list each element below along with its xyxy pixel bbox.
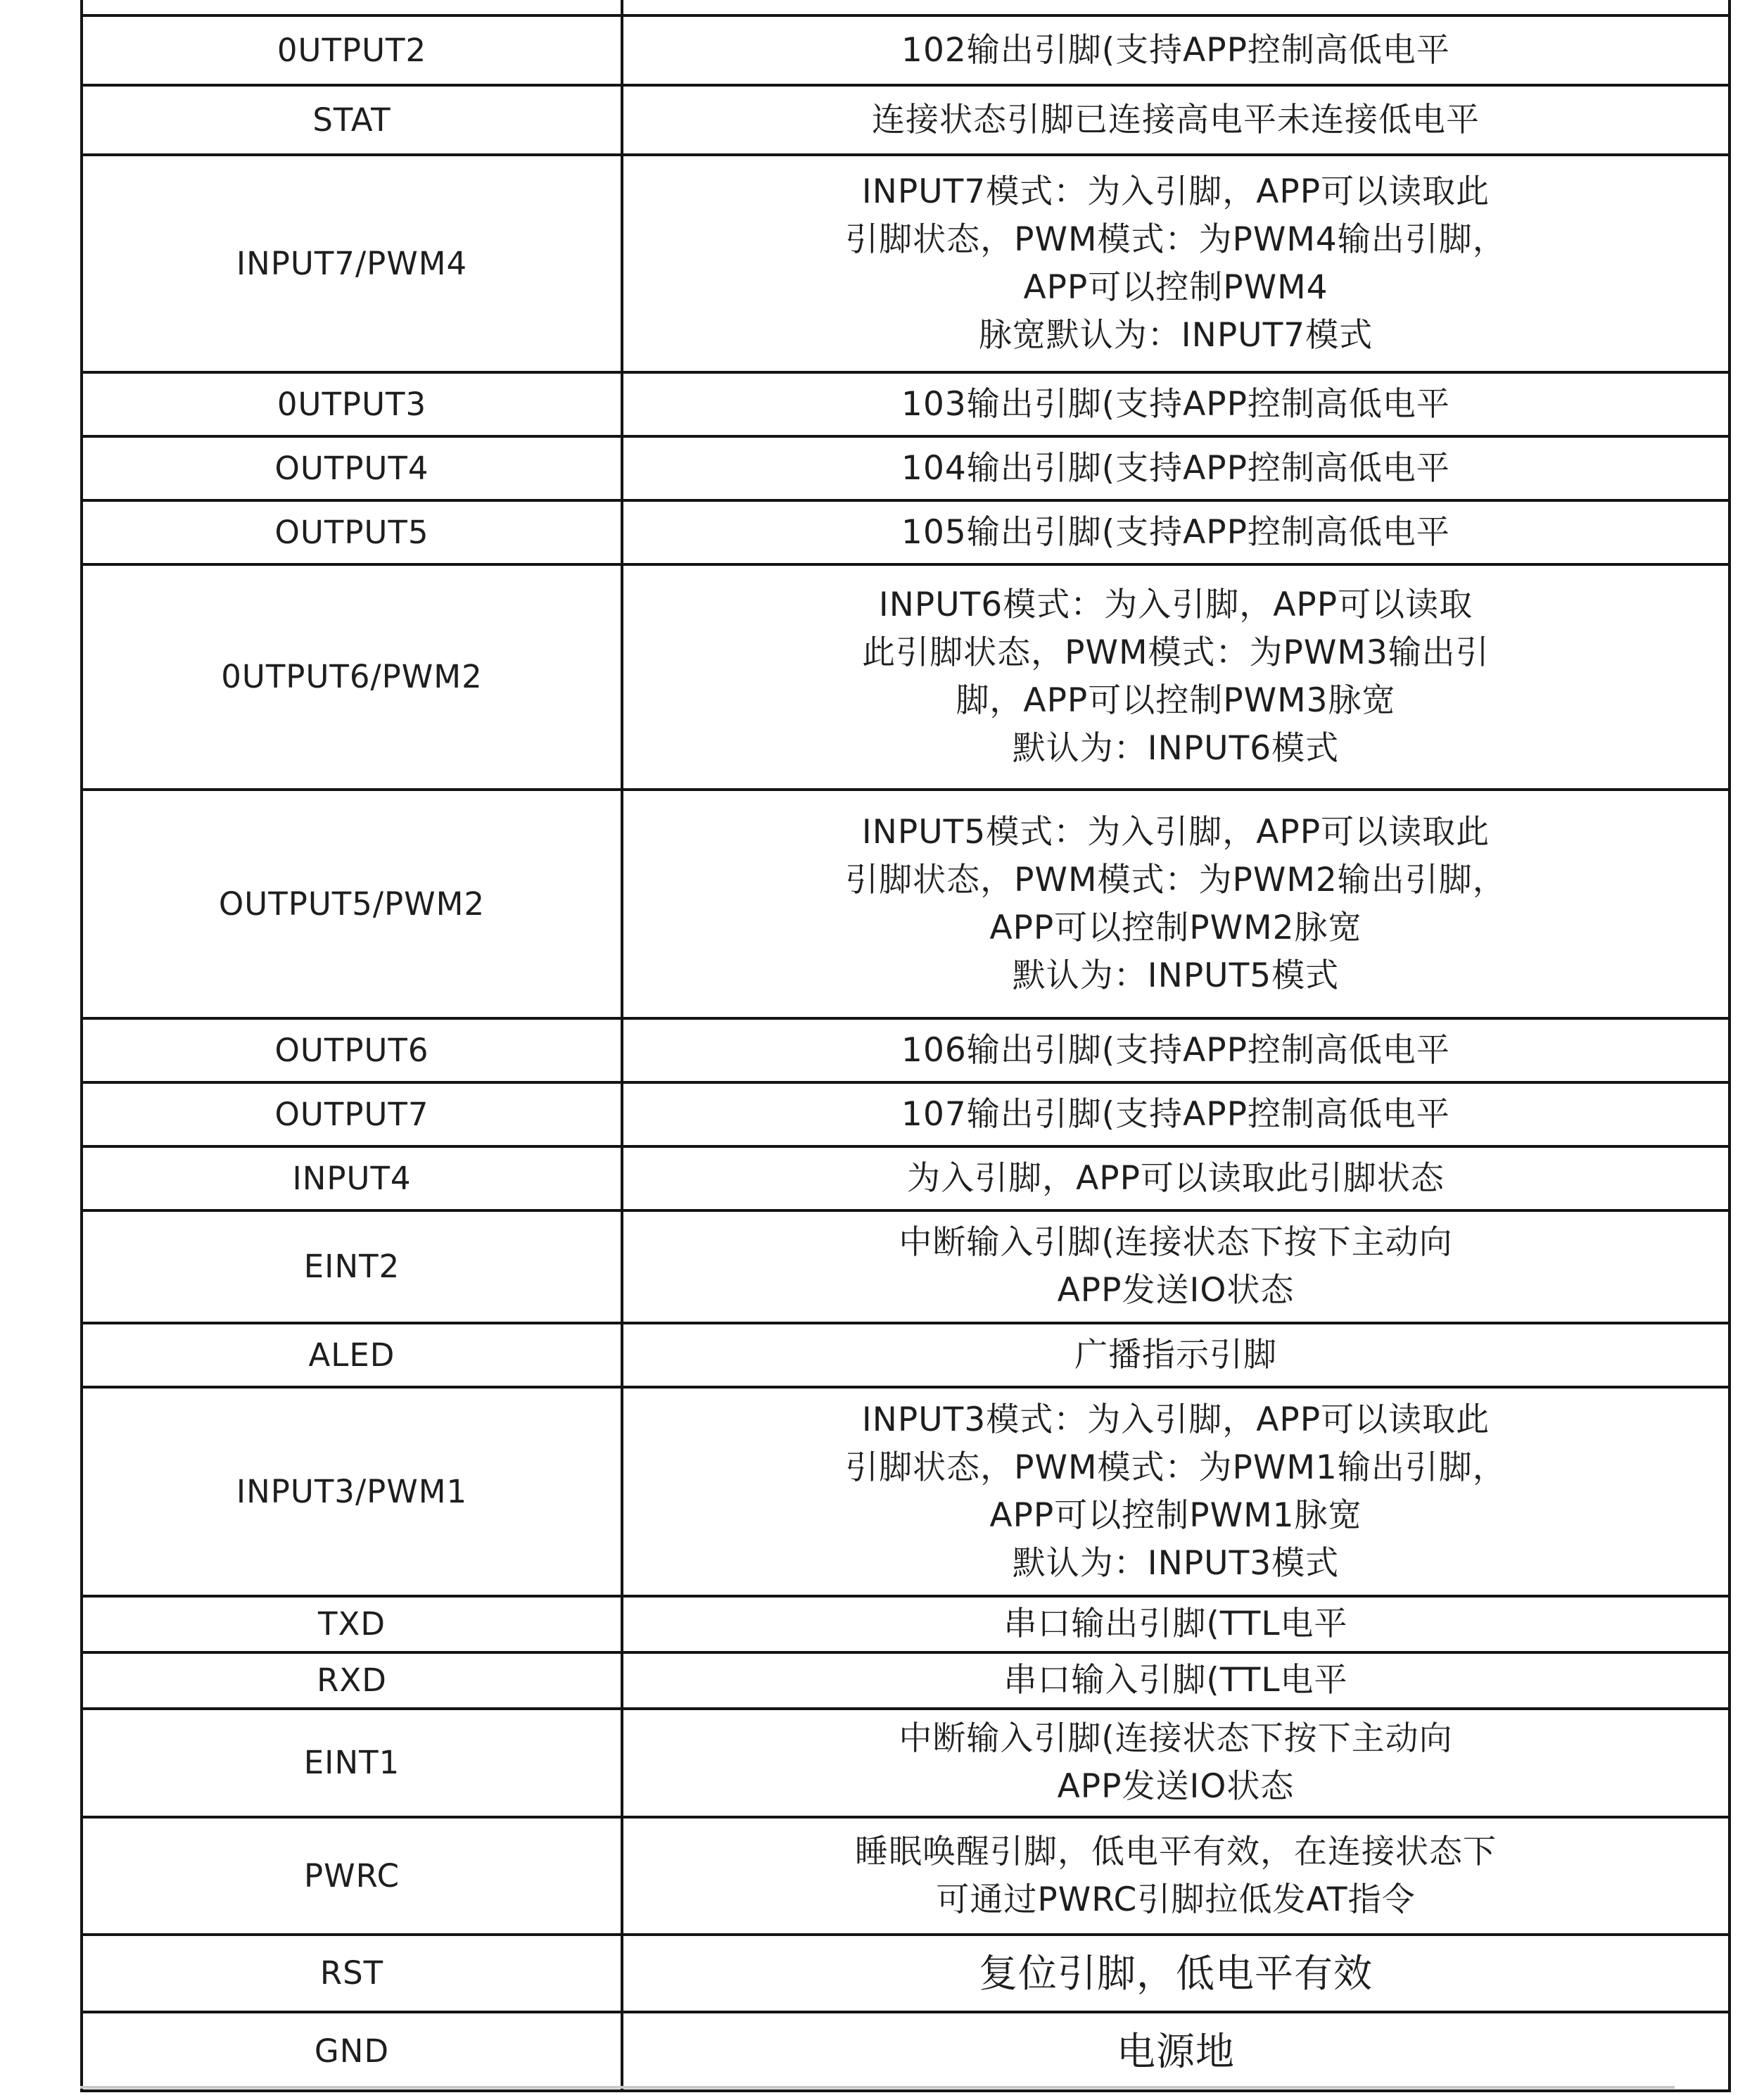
pin-name-cell: OUTPUT7 [82, 1082, 622, 1146]
pin-description-cell: 102输出引脚(支持APP控制高低电平 [622, 15, 1730, 85]
pin-name-cell: ALED [82, 1323, 622, 1387]
pin-name-cell: STAT [82, 85, 622, 155]
pin-name-cell: OUTPUT6 [82, 1018, 622, 1082]
table-row [82, 0, 1730, 15]
pin-description-cell: 中断输入引脚(连接状态下按下主动向 APP发送IO状态 [622, 1210, 1730, 1323]
pin-name-cell: TXD [82, 1596, 622, 1652]
pin-description-cell: 广播指示引脚 [622, 1323, 1730, 1387]
table-row [82, 15, 1730, 85]
table-row [82, 1018, 1730, 1082]
table-row [82, 1146, 1730, 1210]
pin-description-cell [622, 0, 1730, 15]
pin-name-cell: 0UTPUT2 [82, 15, 622, 85]
pin-description-cell: 连接状态引脚已连接高电平未连接低电平 [622, 85, 1730, 155]
pin-name-cell: OUTPUT4 [82, 436, 622, 500]
table-row [82, 85, 1730, 155]
pin-name-cell: OUTPUT5 [82, 500, 622, 564]
table-row [82, 1709, 1730, 1817]
pin-description-cell: 复位引脚，低电平有效 [622, 1935, 1730, 2012]
table-row [82, 1387, 1730, 1596]
pin-description-cell: 中断输入引脚(连接状态下按下主动向 APP发送IO状态 [622, 1709, 1730, 1817]
table-row [82, 155, 1730, 372]
table-row [82, 790, 1730, 1018]
bottom-divider [80, 2086, 1675, 2089]
table-row [82, 436, 1730, 500]
pin-name-cell: 0UTPUT6/PWM2 [82, 564, 622, 790]
table-row [82, 1596, 1730, 1652]
pin-name-cell: INPUT4 [82, 1146, 622, 1210]
pin-description-table [80, 0, 1731, 2092]
pin-name-cell [82, 0, 622, 15]
pin-name-cell: 0UTPUT3 [82, 372, 622, 436]
pin-name-cell: OUTPUT5/PWM2 [82, 790, 622, 1018]
table-row [82, 1082, 1730, 1146]
pin-name-cell: RST [82, 1935, 622, 2012]
table-row [82, 2012, 1730, 2091]
pin-name-cell: EINT2 [82, 1210, 622, 1323]
pin-description-cell: 串口输入引脚(TTL电平 [622, 1652, 1730, 1709]
pin-description-cell: 103输出引脚(支持APP控制高低电平 [622, 372, 1730, 436]
pin-description-cell: INPUT7模式：为入引脚，APP可以读取此 引脚状态，PWM模式：为PWM4输出引脚， APP可以控制PWM4 脉宽默认为：INPUT7模式 [622, 155, 1730, 372]
table-row [82, 564, 1730, 790]
pin-name-cell: RXD [82, 1652, 622, 1709]
pin-name-cell: GND [82, 2012, 622, 2091]
pin-name-cell: PWRC [82, 1817, 622, 1935]
pin-description-cell: INPUT5模式：为入引脚，APP可以读取此 引脚状态，PWM模式：为PWM2输出引脚， APP可以控制PWM2脉宽 默认为：INPUT5模式 [622, 790, 1730, 1018]
table-row [82, 500, 1730, 564]
pin-description-cell: 105输出引脚(支持APP控制高低电平 [622, 500, 1730, 564]
pin-name-cell: INPUT3/PWM1 [82, 1387, 622, 1596]
pin-description-cell: INPUT6模式：为入引脚，APP可以读取 此引脚状态，PWM模式：为PWM3输出引 脚，APP可以控制PWM3脉宽 默认为：INPUT6模式 [622, 564, 1730, 790]
table-row [82, 1935, 1730, 2012]
table-row [82, 1210, 1730, 1323]
table-row [82, 372, 1730, 436]
pin-name-cell: EINT1 [82, 1709, 622, 1817]
pin-description-cell: 电源地 [622, 2012, 1730, 2091]
table-row [82, 1817, 1730, 1935]
table-row [82, 1323, 1730, 1387]
pin-description-cell: 104输出引脚(支持APP控制高低电平 [622, 436, 1730, 500]
pin-description-cell: 为入引脚，APP可以读取此引脚状态 [622, 1146, 1730, 1210]
pin-description-cell: 107输出引脚(支持APP控制高低电平 [622, 1082, 1730, 1146]
pin-description-cell: 串口输出引脚(TTL电平 [622, 1596, 1730, 1652]
pin-description-cell: INPUT3模式：为入引脚，APP可以读取此 引脚状态，PWM模式：为PWM1输出引脚， APP可以控制PWM1脉宽 默认为：INPUT3模式 [622, 1387, 1730, 1596]
pin-name-cell: INPUT7/PWM4 [82, 155, 622, 372]
pin-description-cell: 106输出引脚(支持APP控制高低电平 [622, 1018, 1730, 1082]
pin-description-cell: 睡眠唤醒引脚，低电平有效，在连接状态下 可通过PWRC引脚拉低发AT指令 [622, 1817, 1730, 1935]
table-row [82, 1652, 1730, 1709]
